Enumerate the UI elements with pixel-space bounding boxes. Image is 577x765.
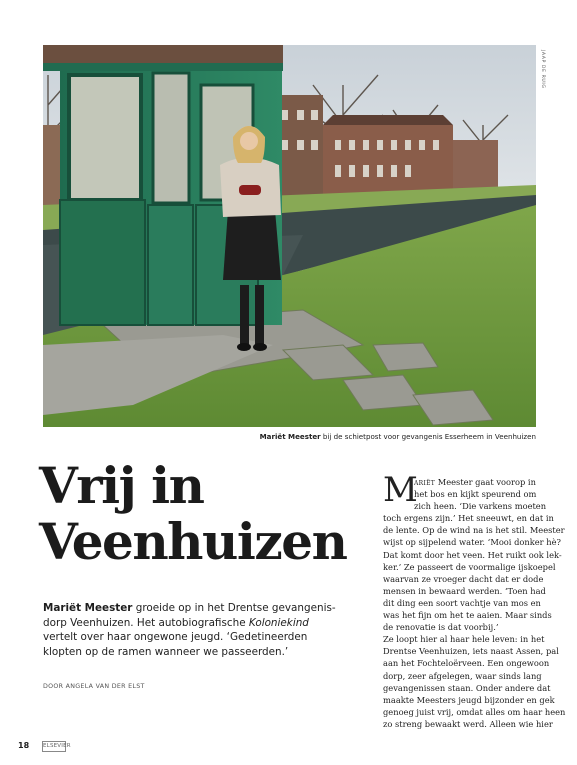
article-line: dorp, zeer afgelegen, waar sinds lang <box>383 670 542 681</box>
intro-text-2: vertelt over haar ongewone jeugd. ‘Gedetineerden klopten op de ramen wanneer we passeerden.’ <box>43 631 308 658</box>
article-line: Ze loopt hier al haar hele leven: in het <box>383 634 545 645</box>
article-line: genoeg juist vrij, omdat alles om haar heen <box>383 706 566 717</box>
article-title <box>39 458 369 570</box>
article-body <box>383 470 566 730</box>
article-line: dit ding een soort vachtje van mos en <box>383 597 541 608</box>
byline: DOOR ANGELA VAN DER ELST <box>43 683 145 690</box>
article-line: gevangenissen staan. Onder andere dat <box>383 682 551 693</box>
magazine-logo: ELSEVIER <box>42 741 66 752</box>
article-line: Dat komt door het veen. Het ruikt ook lek- <box>383 549 562 560</box>
article-line: ker.’ Ze passeert de voormalige ijskoepel <box>383 561 556 572</box>
intro-book-title: Koloniekind <box>248 616 309 629</box>
page-number: 18 <box>18 741 30 750</box>
article-line: was het fijn om het te aaien. Maar sinds <box>383 610 552 621</box>
drop-cap: M <box>383 470 418 510</box>
article-line: maakte Meesters jeugd bijzonder en gek <box>383 694 555 705</box>
hero-photo-illustration <box>43 45 536 427</box>
intro-text-1: groeide op in het Drentse gevangenisdorp Veenhuizen. Het autobiografische <box>43 602 336 629</box>
intro-name: Mariët Meester <box>43 602 133 614</box>
article-line: wijst op sijpelend water. ‘Mooi donker hè? <box>383 537 561 548</box>
article-line: mensen in bewaard werden. ‘Toen had <box>383 585 546 596</box>
caption-name: Mariët Meester <box>259 432 321 441</box>
article-line: aan het Fochteloërveen. Een ongewoon <box>383 658 550 669</box>
title-line-2: Veenhuizen <box>39 512 347 571</box>
caption-text: bij de schietpost voor gevangenis Esserheem in Veenhuizen <box>320 432 536 441</box>
article-line: zich heen. ‘Die varkens moeten <box>414 501 547 512</box>
hero-photo <box>43 45 536 427</box>
article-line: waarvan ze vroeger dacht dat er dode <box>383 573 544 584</box>
article-line-text: Meester gaat voorop in <box>435 477 536 487</box>
article-line: de lente. Op de wind na is het stil. Meester <box>383 525 565 536</box>
photo-credit: JAAP DE RUIG <box>540 50 545 89</box>
article-first-word: ariët <box>414 477 436 487</box>
article-line: het bos en kijkt speurend om <box>414 489 537 500</box>
article-line: Drentse Veenhuizen, iets naast Assen, pal <box>383 646 559 657</box>
article-intro <box>43 601 343 659</box>
article-line: de renovatie is dat voorbij.’ <box>383 622 499 633</box>
article-line: zo streng bewaakt werd. Alleen wie hier <box>383 718 553 729</box>
article-line: toch ergens zijn.’ Het sneeuwt, en dat in <box>383 513 554 524</box>
title-line-1: Vrij in <box>39 456 204 515</box>
photo-caption <box>260 432 536 441</box>
